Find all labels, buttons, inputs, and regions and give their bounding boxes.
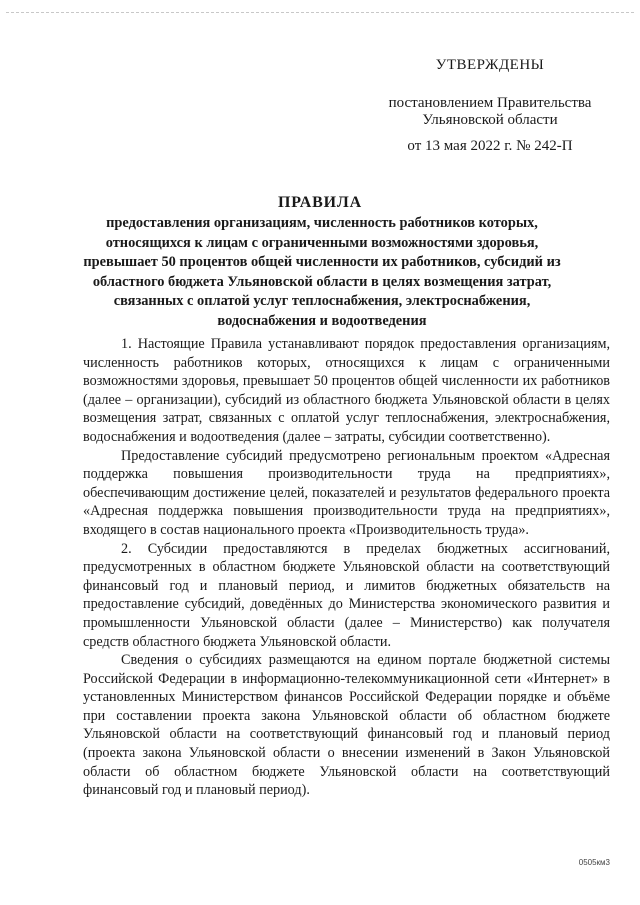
paragraph-4: Сведения о субсидиях размещаются на едином портале бюджетной системы Российской Федерации в информационно-телекоммуникационной сети «Интернет» в установленных Министерством финансов Российской Федерации порядке и объёме при составлении проекта закона Ульяновской области об областном бюджете Ульяновской области на соответствующий финансовый год и плановый период (проекта закона Ульяновской области о внесении изменений в Закон Ульяновской области об областном бюджете Ульяновской области на соответствующий финансовый год и плановый период). (83, 652, 610, 799)
scan-top-edge (6, 12, 634, 13)
approval-title: УТВЕРЖДЕНЫ (435, 57, 545, 73)
document-subtitle: предоставления организациям, численность работников которых, относящихся к лицам с ограниченными возможностями здоровья, превышает 50 процентов общей численности их работников, субсидий из областного бюджета Ульяновской области в целях возмещения затрат, связанных с оплатой услуг теплоснабжения, электроснабжения, водоснабжения и водоотведения (83, 215, 561, 329)
approval-line-2: Ульяновской области (422, 112, 558, 128)
approval-line-1: постановлением Правительства (388, 95, 592, 111)
footer-code: 0505км3 (578, 858, 610, 867)
paragraph-2: Предоставление субсидий предусмотрено региональным проектом «Адресная поддержка повышения производительности труда на предприятиях», обеспечивающим достижение целей, показателей и результатов федерального проекта «Адресная поддержка повышения производительности труда на предприятиях», входящего в состав национального проекта «Производительность труда». (83, 447, 610, 538)
paragraph-1: 1. Настоящие Правила устанавливают порядок предоставления организациям, численность работников которых, относящихся к лицам с ограниченными возможностями здоровья, превышает 50 процентов общей численности их работников (далее – организации), субсидий из областного бюджета Ульяновской области в целях возмещения затрат, связанных с оплатой услуг теплоснабжения, электроснабжения, водоснабжения и водоотведения (далее – затраты, субсидии соответственно). (83, 336, 610, 445)
paragraph-3: 2. Субсидии предоставляются в пределах бюджетных ассигнований, предусмотренных в областном бюджете Ульяновской области на соответствующий финансовый год и плановый период, и лимитов бюджетных обязательств на предоставление субсидий, доведённых до Министерства экономического развития и промышленности Ульяновской области (далее – Министерство) как получателя средств областного бюджета Ульяновской области. (83, 540, 610, 650)
approval-date-number: от 13 мая 2022 г. № 242-П (407, 138, 573, 154)
document-title: ПРАВИЛА (278, 194, 362, 211)
document-body (83, 335, 610, 800)
